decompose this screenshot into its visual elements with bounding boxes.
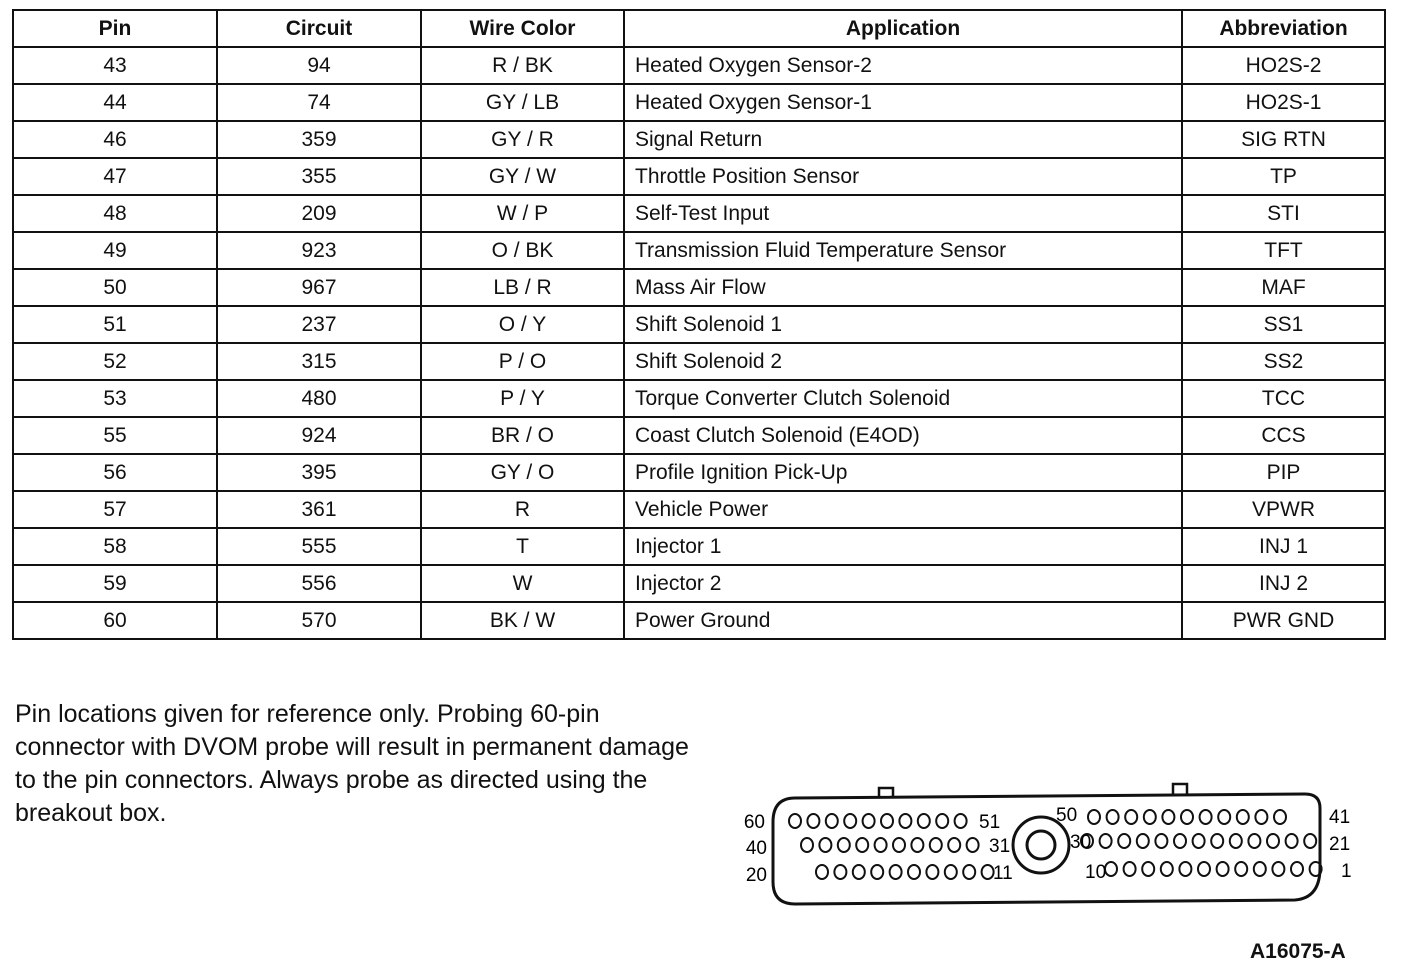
header-row (13, 10, 1385, 47)
cell-wire-color: W (421, 565, 624, 602)
pin-label-50: 50 (1056, 805, 1078, 826)
pin-label-1: 1 (1341, 861, 1352, 882)
cell-pin: 58 (13, 528, 217, 565)
table-row (13, 269, 1385, 306)
cell-application: Injector 2 (624, 565, 1182, 602)
pin-label-21: 21 (1329, 834, 1351, 855)
cell-abbreviation: PWR GND (1182, 602, 1385, 639)
table-body (13, 47, 1385, 639)
pin-label-30: 30 (1070, 832, 1092, 853)
cell-application: Self-Test Input (624, 195, 1182, 232)
cell-wire-color: W / P (421, 195, 624, 232)
pinout-table (12, 9, 1386, 640)
cell-application: Vehicle Power (624, 491, 1182, 528)
cell-abbreviation: MAF (1182, 269, 1385, 306)
cell-wire-color: GY / W (421, 158, 624, 195)
table-row (13, 491, 1385, 528)
cell-application: Torque Converter Clutch Solenoid (624, 380, 1182, 417)
cell-pin: 60 (13, 602, 217, 639)
pin-label-20: 20 (745, 865, 767, 886)
cell-circuit: 359 (217, 121, 421, 158)
cell-abbreviation: HO2S-2 (1182, 47, 1385, 84)
connector-diagram (735, 778, 1355, 913)
cell-application: Transmission Fluid Temperature Sensor (624, 232, 1182, 269)
cell-wire-color: GY / O (421, 454, 624, 491)
cell-circuit: 315 (217, 343, 421, 380)
cell-wire-color: LB / R (421, 269, 624, 306)
table-row (13, 454, 1385, 491)
table-row (13, 417, 1385, 454)
table-row (13, 47, 1385, 84)
cell-circuit: 395 (217, 454, 421, 491)
cell-circuit: 237 (217, 306, 421, 343)
cell-pin: 50 (13, 269, 217, 306)
cell-pin: 52 (13, 343, 217, 380)
cell-application: Coast Clutch Solenoid (E4OD) (624, 417, 1182, 454)
cell-wire-color: O / BK (421, 232, 624, 269)
cell-pin: 56 (13, 454, 217, 491)
header-pin: Pin (13, 10, 217, 47)
table-row (13, 232, 1385, 269)
header-application: Application (624, 10, 1182, 47)
cell-abbreviation: HO2S-1 (1182, 84, 1385, 121)
cell-wire-color: P / Y (421, 380, 624, 417)
cell-circuit: 209 (217, 195, 421, 232)
header-abbreviation: Abbreviation (1182, 10, 1385, 47)
table-row (13, 84, 1385, 121)
table-row (13, 565, 1385, 602)
pin-label-51: 51 (979, 812, 1001, 833)
cell-pin: 51 (13, 306, 217, 343)
cell-application: Heated Oxygen Sensor-2 (624, 47, 1182, 84)
figure-id: A16075-A (1250, 940, 1346, 963)
cell-application: Throttle Position Sensor (624, 158, 1182, 195)
cell-pin: 55 (13, 417, 217, 454)
pin-label-40: 40 (745, 838, 767, 859)
header-wire-color: Wire Color (421, 10, 624, 47)
cell-abbreviation: TFT (1182, 232, 1385, 269)
pin-label-10: 10 (1085, 862, 1107, 883)
cell-circuit: 355 (217, 158, 421, 195)
cell-wire-color: GY / R (421, 121, 624, 158)
cell-pin: 53 (13, 380, 217, 417)
cell-wire-color: BR / O (421, 417, 624, 454)
cell-application: Shift Solenoid 2 (624, 343, 1182, 380)
cell-wire-color: BK / W (421, 602, 624, 639)
pin-label-41: 41 (1329, 807, 1351, 828)
table-header (13, 10, 1385, 47)
cell-circuit: 361 (217, 491, 421, 528)
cell-wire-color: P / O (421, 343, 624, 380)
pin-label-60: 60 (743, 812, 765, 833)
cell-circuit: 480 (217, 380, 421, 417)
cell-application: Power Ground (624, 602, 1182, 639)
cell-wire-color: GY / LB (421, 84, 624, 121)
cell-application: Mass Air Flow (624, 269, 1182, 306)
cell-abbreviation: INJ 2 (1182, 565, 1385, 602)
cell-circuit: 555 (217, 528, 421, 565)
cell-circuit: 924 (217, 417, 421, 454)
connector-housing (773, 784, 1320, 904)
table-row (13, 158, 1385, 195)
cell-wire-color: T (421, 528, 624, 565)
table-row (13, 306, 1385, 343)
cell-pin: 47 (13, 158, 217, 195)
cell-pin: 57 (13, 491, 217, 528)
cell-application: Injector 1 (624, 528, 1182, 565)
cell-wire-color: R / BK (421, 47, 624, 84)
cell-application: Signal Return (624, 121, 1182, 158)
cell-abbreviation: TP (1182, 158, 1385, 195)
table-row (13, 380, 1385, 417)
cell-circuit: 967 (217, 269, 421, 306)
cell-pin: 49 (13, 232, 217, 269)
pin-label-11: 11 (993, 863, 1013, 884)
cell-circuit: 923 (217, 232, 421, 269)
cell-application: Shift Solenoid 1 (624, 306, 1182, 343)
cell-pin: 44 (13, 84, 217, 121)
cell-circuit: 74 (217, 84, 421, 121)
cell-circuit: 570 (217, 602, 421, 639)
cell-abbreviation: SIG RTN (1182, 121, 1385, 158)
table-row (13, 343, 1385, 380)
cell-abbreviation: TCC (1182, 380, 1385, 417)
table-row (13, 195, 1385, 232)
cell-pin: 48 (13, 195, 217, 232)
cell-pin: 59 (13, 565, 217, 602)
cell-circuit: 94 (217, 47, 421, 84)
pin-label-31: 31 (989, 836, 1011, 857)
cell-abbreviation: VPWR (1182, 491, 1385, 528)
cell-abbreviation: STI (1182, 195, 1385, 232)
table-row (13, 121, 1385, 158)
table-row (13, 528, 1385, 565)
cell-abbreviation: INJ 1 (1182, 528, 1385, 565)
cell-wire-color: R (421, 491, 624, 528)
cell-wire-color: O / Y (421, 306, 624, 343)
header-circuit: Circuit (217, 10, 421, 47)
cell-pin: 43 (13, 47, 217, 84)
cell-abbreviation: SS2 (1182, 343, 1385, 380)
reference-note: Pin locations given for reference only. Probing 60-pin connector with DVOM probe will result in permanent damage to the pin connectors. Always probe as directed using the breakout box. (15, 700, 689, 827)
table-row (13, 602, 1385, 639)
cell-circuit: 556 (217, 565, 421, 602)
cell-pin: 46 (13, 121, 217, 158)
cell-application: Heated Oxygen Sensor-1 (624, 84, 1182, 121)
cell-abbreviation: CCS (1182, 417, 1385, 454)
cell-abbreviation: SS1 (1182, 306, 1385, 343)
cell-application: Profile Ignition Pick-Up (624, 454, 1182, 491)
cell-abbreviation: PIP (1182, 454, 1385, 491)
